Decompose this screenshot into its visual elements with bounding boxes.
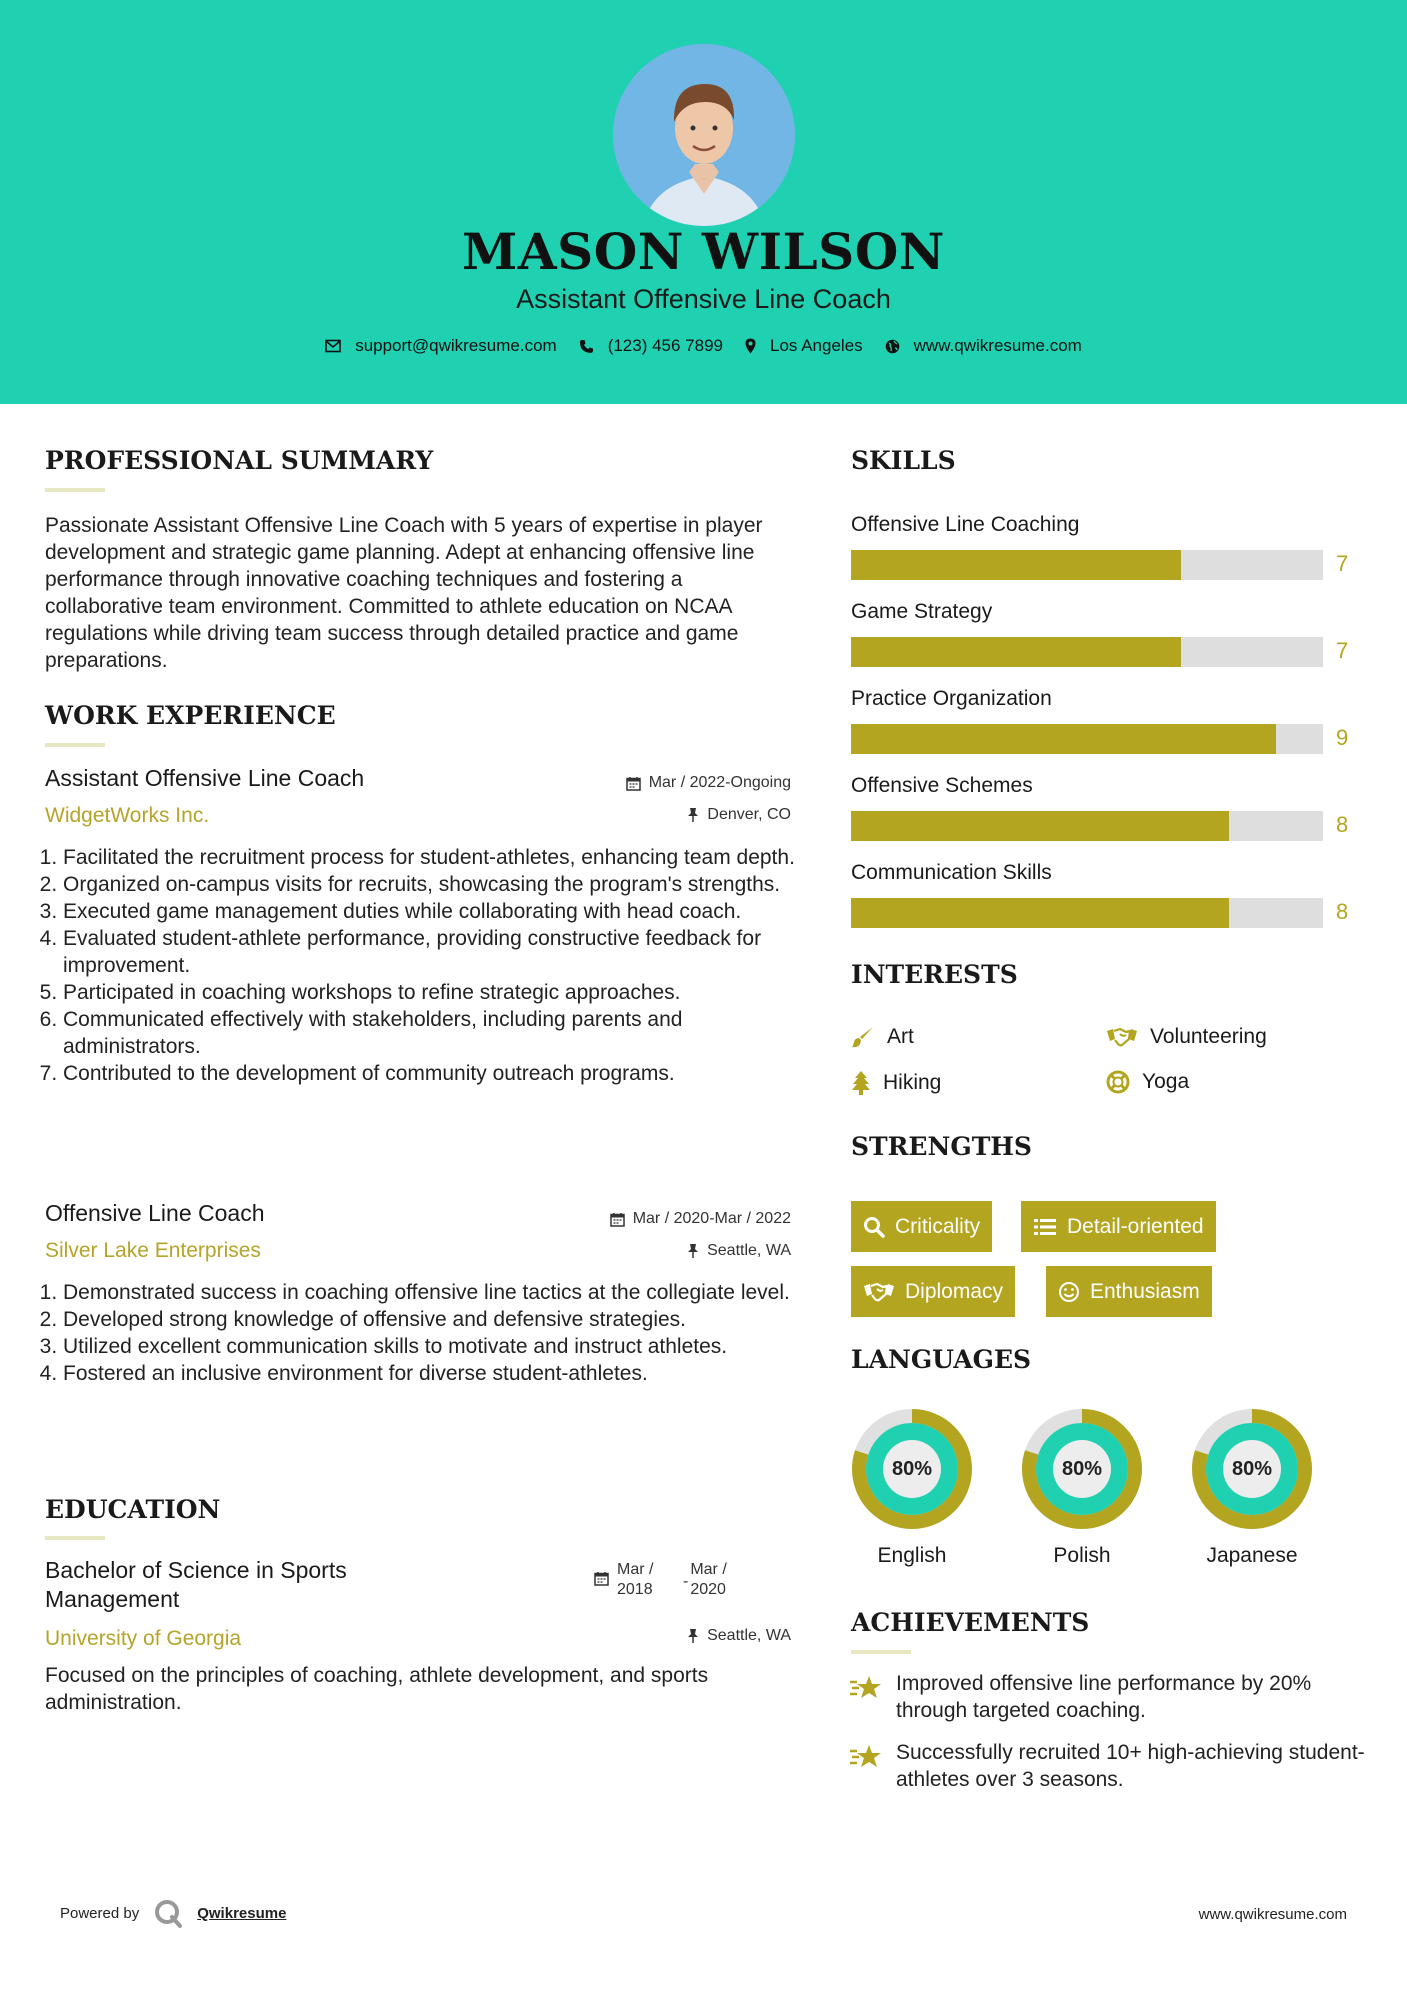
contact-phone-text: (123) 456 7899: [607, 336, 724, 355]
strength-label: Detail-oriented: [1067, 1214, 1204, 1238]
job-bullets: [43, 844, 795, 1087]
strength-badge-criticality: [851, 1201, 992, 1252]
pushpin-icon: [687, 807, 699, 823]
interest-label: Hiking: [883, 1071, 942, 1094]
education-date-start: Mar / 2018: [617, 1561, 654, 1598]
strength-badge-diplomacy: [851, 1266, 1015, 1317]
education-location-text: Seattle, WA: [707, 1627, 791, 1644]
lifering-icon: [1106, 1070, 1130, 1094]
strength-label: Enthusiasm: [1090, 1279, 1200, 1303]
globe-icon: [885, 339, 900, 354]
skill-bar: [851, 550, 1323, 580]
candidate-name: MASON WILSON: [462, 222, 945, 281]
language-percent: 80%: [1061, 1457, 1103, 1480]
tree-icon: [851, 1070, 871, 1096]
language-item: [851, 1408, 973, 1568]
skill-bar-fill: [851, 898, 1229, 928]
language-percent: 80%: [891, 1457, 933, 1480]
list-item: 1. Demonstrated success in coaching offensive line tactics at the collegiate level.: [63, 1279, 795, 1306]
summary-text: Passionate Assistant Offensive Line Coach with 5 years of expertise in player development and strategic game planning. Adept at enhancing offensive line performance through innovative coaching techniques and fostering a collaborative team environment. Committed to athlete education on NCAA regulations while driving team success through detailed practice and game preparations.: [45, 514, 763, 672]
avatar: [613, 44, 795, 226]
footer-powered-by: [60, 1898, 286, 1928]
interest-yoga: [1106, 1070, 1189, 1094]
education-location: [687, 1627, 791, 1645]
skill-label: Communication Skills: [851, 861, 1052, 884]
skill-label: Offensive Schemes: [851, 774, 1033, 797]
contact-location: [745, 336, 863, 356]
language-ring: [1021, 1408, 1143, 1530]
list-item: 3. Utilized excellent communication skills to motivate and instruct athletes.: [63, 1333, 795, 1360]
languages-heading: LANGUAGES: [851, 1345, 1032, 1374]
list-item: 2. Developed strong knowledge of offensive and defensive strategies.: [63, 1306, 795, 1333]
search-icon: [863, 1216, 885, 1238]
job-title: Assistant Offensive Line Coach: [45, 765, 365, 791]
calendar-icon: [626, 776, 641, 791]
qwikresume-logo-icon: [153, 1898, 183, 1928]
achievement-item: Improved offensive line performance by 20% through targeted coaching.: [896, 1672, 1312, 1722]
strength-badge-detail-oriented: [1021, 1201, 1216, 1252]
interest-label: Yoga: [1142, 1070, 1190, 1093]
language-ring: [851, 1408, 973, 1530]
list-item: 7. Contributed to the development of community outreach programs.: [63, 1060, 795, 1087]
skill-value: 8: [1336, 899, 1349, 924]
contact-bar: [0, 336, 1407, 356]
interest-label: Art: [887, 1025, 914, 1048]
language-name: Polish: [1053, 1544, 1111, 1567]
job-date-text: Mar / 2022-Ongoing: [648, 774, 791, 791]
contact-email-text: support@qwikresume.com: [355, 336, 557, 355]
education-date: [594, 1560, 734, 1600]
list-item: 3. Executed game management duties while collaborating with head coach.: [63, 898, 795, 925]
language-percent: 80%: [1231, 1457, 1273, 1480]
school-name: University of Georgia: [45, 1627, 242, 1650]
skill-bar: [851, 724, 1323, 754]
interests-heading: INTERESTS: [851, 960, 1018, 989]
list-item: 6. Communicated effectively with stakeholders, including parents and administrators.: [63, 1006, 795, 1060]
skill-label: Game Strategy: [851, 600, 993, 623]
language-ring: [1191, 1408, 1313, 1530]
language-name: English: [877, 1544, 947, 1567]
skill-bar-fill: [851, 724, 1276, 754]
skills-heading: SKILLS: [851, 446, 956, 475]
smile-icon: [1058, 1281, 1080, 1303]
language-item: [1191, 1408, 1313, 1568]
resume-header: [0, 0, 1407, 404]
contact-phone[interactable]: [579, 336, 723, 356]
achievements-heading: ACHIEVEMENTS: [851, 1608, 1090, 1637]
envelope-icon: [325, 339, 341, 353]
skill-bar: [851, 811, 1323, 841]
list-item: 5. Participated in coaching workshops to refine strategic approaches.: [63, 979, 795, 1006]
job-location-text: Seattle, WA: [707, 1242, 791, 1259]
contact-location-text: Los Angeles: [770, 336, 863, 355]
contact-email[interactable]: [325, 336, 557, 356]
language-item: [1021, 1408, 1143, 1568]
list-item: 4. Fostered an inclusive environment for diverse student-athletes.: [63, 1360, 795, 1387]
experience-heading: WORK EXPERIENCE: [45, 701, 336, 730]
summary-heading: PROFESSIONAL SUMMARY: [45, 446, 434, 475]
skill-bar-fill: [851, 811, 1229, 841]
phone-icon: [579, 339, 594, 354]
star-icon: [849, 1743, 883, 1771]
handshake-icon: [1106, 1026, 1138, 1048]
skill-label: Offensive Line Coaching: [851, 513, 1080, 536]
job-bullets: [43, 1279, 795, 1387]
education-date-end: Mar / 2020: [690, 1561, 727, 1598]
contact-website-text: www.qwikresume.com: [913, 336, 1082, 355]
strengths-heading: STRENGTHS: [851, 1132, 1032, 1161]
education-heading: EDUCATION: [45, 1495, 221, 1524]
list-item: 1. Facilitated the recruitment process for student-athletes, enhancing team depth.: [63, 844, 795, 871]
job-location: [687, 1242, 791, 1260]
skill-bar: [851, 637, 1323, 667]
skill-bar: [851, 898, 1323, 928]
skill-value: 7: [1336, 638, 1349, 663]
skill-label: Practice Organization: [851, 687, 1052, 710]
pushpin-icon: [687, 1243, 699, 1259]
skill-value: 8: [1336, 812, 1349, 837]
job-date-text: Mar / 2020-Mar / 2022: [632, 1210, 791, 1227]
job-date: [626, 774, 791, 792]
degree-title: Bachelor of Science in Sports Management: [45, 1557, 347, 1612]
strength-badge-enthusiasm: [1046, 1266, 1212, 1317]
interest-art: [851, 1025, 914, 1049]
calendar-icon: [610, 1212, 625, 1227]
education-underline: [45, 1536, 105, 1540]
job-company: WidgetWorks Inc.: [45, 804, 210, 827]
candidate-title: Assistant Offensive Line Coach: [516, 284, 891, 314]
job-company: Silver Lake Enterprises: [45, 1239, 261, 1262]
handshake-icon: [863, 1281, 895, 1303]
language-name: Japanese: [1206, 1544, 1298, 1567]
education-description: Focused on the principles of coaching, athlete development, and sports administration.: [45, 1664, 709, 1714]
footer-website[interactable]: www.qwikresume.com: [1198, 1906, 1347, 1923]
job-location: [687, 806, 791, 824]
skill-bar-fill: [851, 550, 1181, 580]
list-item: 2. Organized on-campus visits for recruits, showcasing the program's strengths.: [63, 871, 795, 898]
skill-value: 7: [1336, 551, 1349, 576]
calendar-icon: [594, 1571, 609, 1586]
strength-label: Diplomacy: [905, 1279, 1004, 1303]
education-date-separator: -: [683, 1573, 689, 1590]
map-marker-icon: [745, 338, 756, 354]
interest-label: Volunteering: [1150, 1025, 1267, 1048]
qwikresume-link[interactable]: Qwikresume: [197, 1904, 287, 1922]
achievement-item: Successfully recruited 10+ high-achieving student-athletes over 3 seasons.: [896, 1741, 1365, 1791]
pushpin-icon: [687, 1628, 699, 1644]
contact-website[interactable]: [885, 336, 1082, 356]
job-location-text: Denver, CO: [707, 806, 791, 823]
job-title: Offensive Line Coach: [45, 1200, 265, 1226]
interest-volunteering: [1106, 1025, 1267, 1049]
star-icon: [849, 1674, 883, 1702]
list-icon: [1033, 1217, 1057, 1237]
summary-underline: [45, 488, 105, 492]
experience-underline: [45, 743, 105, 747]
achievements-underline: [851, 1650, 911, 1654]
skill-bar-fill: [851, 637, 1181, 667]
strength-label: Criticality: [895, 1214, 981, 1238]
skill-value: 9: [1336, 725, 1349, 750]
paintbrush-icon: [851, 1025, 875, 1049]
job-date: [610, 1210, 791, 1228]
interest-hiking: [851, 1070, 941, 1096]
powered-by-text: Powered by: [60, 1904, 140, 1922]
list-item: 4. Evaluated student-athlete performance, providing constructive feedback for improvement.: [63, 925, 795, 979]
